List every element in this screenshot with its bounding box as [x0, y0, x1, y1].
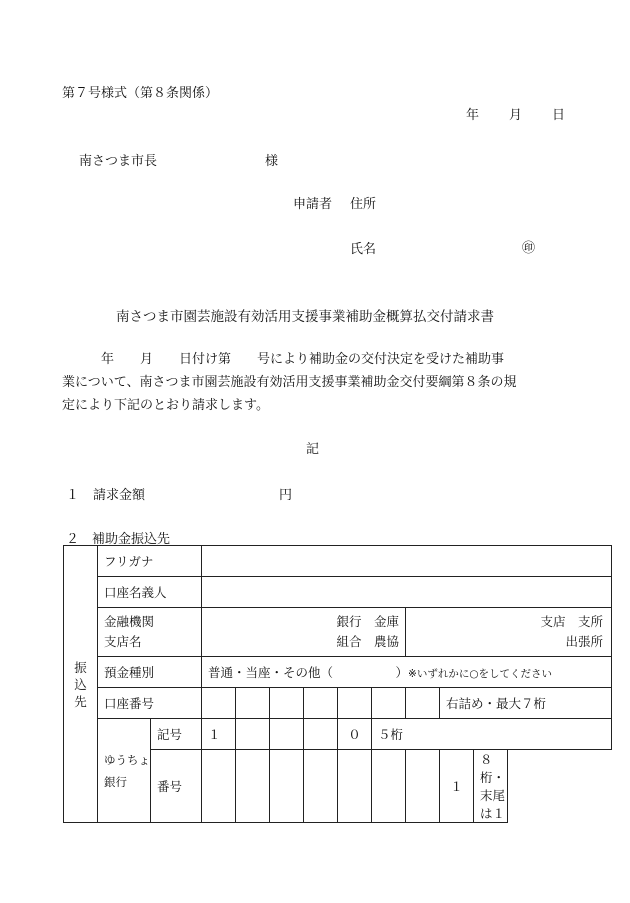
item1-unit: 円 — [279, 488, 293, 503]
item1-label: 請求金額 — [93, 488, 146, 503]
yucho-label-bottom: 銀行 — [104, 774, 127, 789]
number-digit-2[interactable] — [236, 750, 270, 823]
ki-heading: 記 — [306, 442, 320, 457]
transfer-side-label — [64, 546, 98, 823]
number-note: ８桁・末尾は１ — [474, 750, 508, 823]
addressee-honorific: 様 — [265, 154, 279, 169]
date-year-label: 年 — [466, 108, 480, 123]
date-month-label: 月 — [509, 108, 523, 123]
bank-type-field[interactable] — [202, 608, 406, 657]
financial-institution-text: 金融機関 — [104, 614, 155, 629]
account-number-note: 右詰め・最大７桁 — [440, 688, 612, 719]
branch-type-field[interactable] — [406, 608, 612, 657]
account-digit-7[interactable] — [406, 688, 440, 719]
symbol-note: ５桁 — [372, 719, 612, 750]
yucho-label — [98, 719, 151, 823]
furigana-field[interactable] — [202, 546, 612, 577]
addressee-name: 南さつま市長 — [79, 154, 158, 169]
furigana-label: フリガナ — [98, 546, 202, 577]
number-digit-5[interactable] — [338, 750, 372, 823]
number-digit-1[interactable] — [202, 750, 236, 823]
symbol-digit-1[interactable]: １ — [202, 719, 236, 750]
number-digit-6[interactable] — [372, 750, 406, 823]
body-line-2: 業について、南さつま市園芸施設有効活用支援事業補助金交付要綱第８条の規 — [62, 375, 517, 390]
symbol-digit-3[interactable] — [270, 719, 304, 750]
transfer-side-text: 振込先 — [74, 659, 87, 709]
branch-name-text: 支店名 — [104, 634, 142, 649]
number-digit-8[interactable]: １ — [440, 750, 474, 823]
item2-label: ２ 補助金振込先 — [66, 532, 171, 547]
deposit-type-field[interactable] — [202, 657, 612, 688]
account-digit-6[interactable] — [372, 688, 406, 719]
deposit-note: ※いずれかに○をしてください — [408, 668, 552, 680]
branch-type-top: 支店 支所 — [540, 614, 603, 629]
form-label: 第７号様式（第８条関係） — [62, 86, 219, 101]
bank-type-bottom: 組合 農協 — [336, 634, 399, 649]
body-paragraph — [62, 348, 582, 417]
bank-type-top: 銀行 金庫 — [336, 614, 399, 629]
item1-number: １ — [66, 488, 80, 503]
date-day-label: 日 — [552, 108, 566, 123]
seal-mark: ㊞ — [522, 241, 536, 256]
body-line-1: 年 月 日付け第 号により補助金の交付決定を受けた補助事 — [62, 352, 505, 367]
deposit-options: 普通・当座・その他（ ） — [208, 665, 409, 680]
account-holder-field[interactable] — [202, 577, 612, 608]
number-digit-4[interactable] — [304, 750, 338, 823]
deposit-type-label: 預金種別 — [98, 657, 202, 688]
yucho-label-top: ゆうちょ — [104, 752, 150, 767]
number-digit-7[interactable] — [406, 750, 440, 823]
document-title: 南さつま市園芸施設有効活用支援事業補助金概算払交付請求書 — [116, 309, 494, 325]
number-digit-3[interactable] — [270, 750, 304, 823]
symbol-digit-4[interactable] — [304, 719, 338, 750]
address-label: 住所 — [350, 197, 377, 212]
account-number-label: 口座番号 — [98, 688, 202, 719]
number-label: 番号 — [151, 750, 202, 823]
name-label: 氏名 — [350, 242, 377, 257]
symbol-digit-2[interactable] — [236, 719, 270, 750]
symbol-label: 記号 — [151, 719, 202, 750]
account-digit-2[interactable] — [236, 688, 270, 719]
account-holder-label: 口座名義人 — [98, 577, 202, 608]
account-digit-4[interactable] — [304, 688, 338, 719]
account-digit-3[interactable] — [270, 688, 304, 719]
symbol-digit-5[interactable]: ０ — [338, 719, 372, 750]
account-digit-5[interactable] — [338, 688, 372, 719]
applicant-label: 申請者 — [293, 197, 333, 212]
branch-type-bottom: 出張所 — [565, 634, 603, 649]
financial-institution-label — [98, 608, 202, 657]
body-line-3: 定により下記のとおり請求します。 — [62, 398, 269, 413]
account-digit-1[interactable] — [202, 688, 236, 719]
bank-transfer-table — [63, 545, 612, 823]
